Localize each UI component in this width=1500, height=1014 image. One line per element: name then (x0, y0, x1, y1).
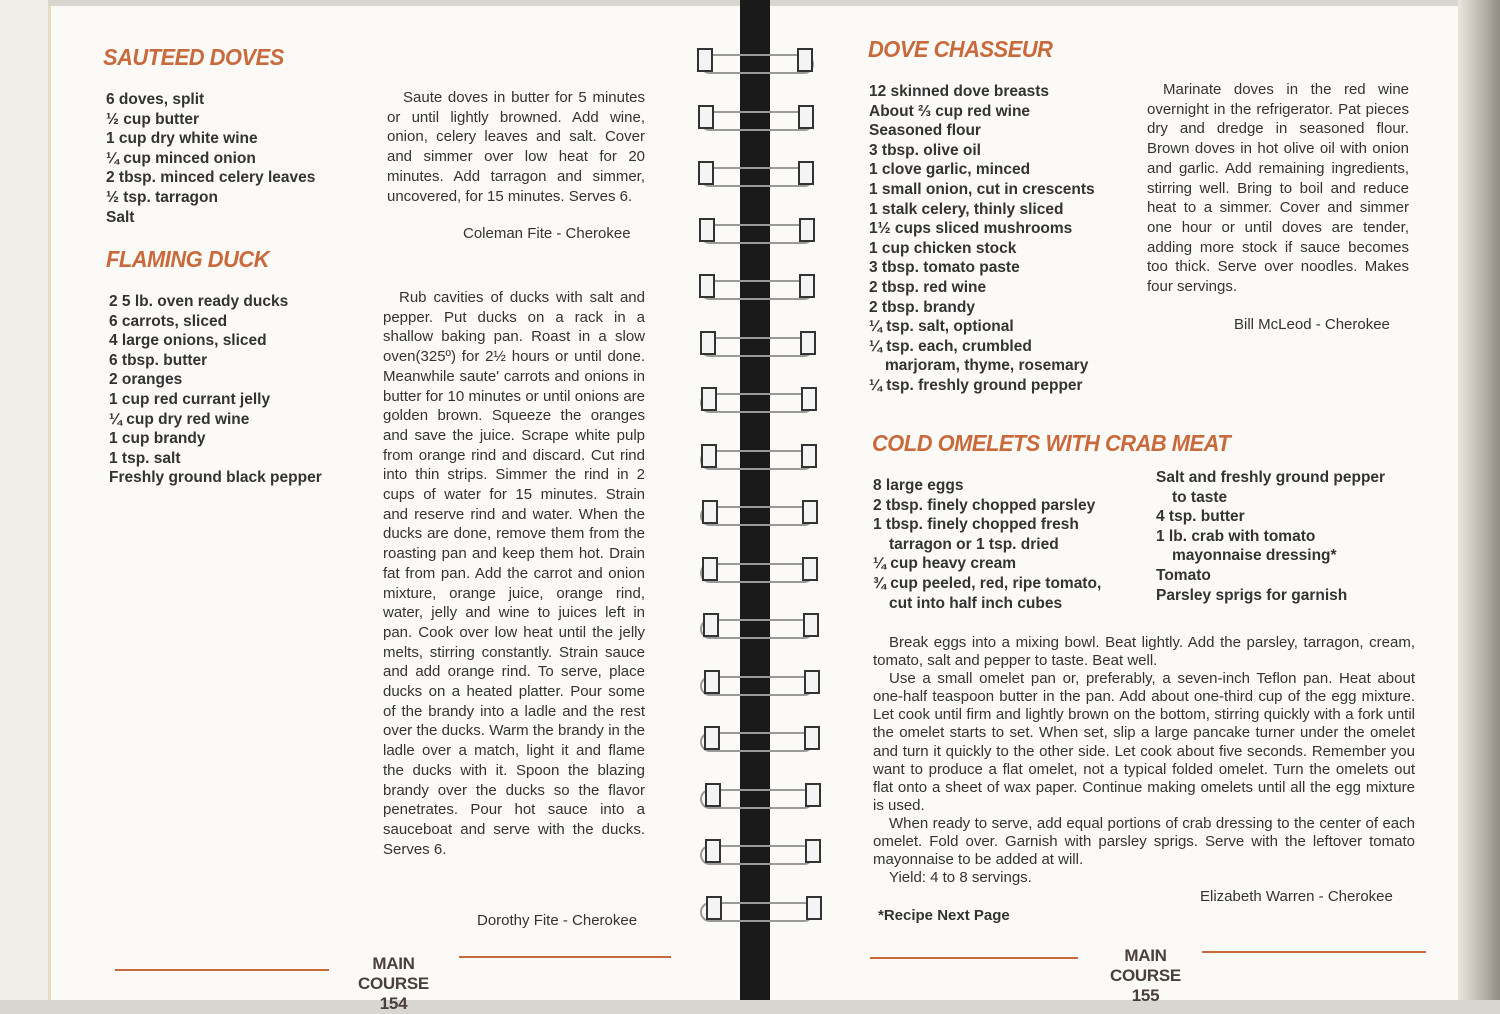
footer-rule-left (870, 957, 1078, 959)
recipe-note: *Recipe Next Page (878, 907, 1010, 924)
coil-hole-left (698, 105, 714, 129)
page-number: 154 (379, 994, 408, 1013)
ingredient: 1 tbsp. finely chopped fresh (873, 516, 1079, 534)
ingredient: Salt and freshly ground pepper (1156, 469, 1386, 486)
page-footer (1088, 946, 1203, 1006)
ingredient: 1 small onion, cut in crescents (869, 180, 1095, 198)
ingredient: About ⅔ cup red wine (869, 102, 1031, 120)
coil-hole-left (698, 161, 714, 185)
coil-hole-left (701, 444, 717, 468)
ingredient: 2 tbsp. brandy (869, 298, 975, 316)
yield-text: Yield: 4 to 8 servings. (889, 869, 1032, 887)
coil-hole-right (801, 444, 817, 468)
coil-hole-right (797, 48, 813, 72)
spiral-coil (700, 167, 814, 187)
ingredient: 1 cup chicken stock (869, 239, 1017, 257)
coil-hole-right (798, 161, 814, 185)
coil-hole-right (799, 274, 815, 298)
recipe-title-sauteed-doves: SAUTEED DOVES (103, 44, 284, 70)
coil-hole-right (802, 557, 818, 581)
ingredient: Tomato (1156, 566, 1211, 584)
ingredient: 4 tsp. butter (1156, 508, 1245, 526)
ingredient: ¼ tsp. freshly ground pepper (869, 376, 1083, 394)
coil-hole-right (801, 387, 817, 411)
ingredient: 1½ cups sliced mushrooms (869, 220, 1073, 238)
coil-hole-left (705, 839, 721, 863)
coil-hole-left (706, 896, 722, 920)
recipe-title-cold-omelets: COLD OMELETS WITH CRAB MEAT (872, 430, 1231, 456)
ingredient-list-cold-omelets-1 (873, 476, 1101, 613)
ingredient: 1 cup dry white wine (106, 130, 258, 148)
coil-hole-right (803, 613, 819, 637)
ingredient: ¼ cup heavy cream (873, 555, 1017, 573)
ingredient-list-dove-chasseur (869, 82, 1095, 396)
coil-hole-left (700, 331, 716, 355)
ingredient: Salt (106, 208, 135, 226)
ingredient: ¼ tsp. each, crumbled (869, 337, 1032, 355)
page-number: 155 (1131, 986, 1160, 1005)
spiral-coil (700, 224, 814, 244)
ingredient: 1 cup red currant jelly (109, 390, 271, 408)
coil-hole-left (697, 48, 713, 72)
left-edge (0, 0, 48, 1000)
right-edge (1458, 0, 1500, 1000)
recipe-credit: Bill McLeod - Cherokee (1234, 316, 1390, 333)
ingredient: ½ cup butter (106, 110, 200, 128)
ingredient: 1 clove garlic, minced (869, 161, 1031, 179)
directions-sauteed-doves (387, 88, 645, 206)
ingredient: ½ tsp. tarragon (106, 188, 218, 206)
ingredient: 2 tbsp. minced celery leaves (106, 169, 316, 187)
ingredient: tarragon or 1 tsp. dried (889, 535, 1059, 553)
coil-hole-right (798, 105, 814, 129)
directions-paragraph: Break eggs into a mixing bowl. Beat lightly. Add the parsley, tarragon, cream, tomato, salt and pepper to taste. Beat well. (873, 634, 1415, 670)
coil-hole-right (800, 331, 816, 355)
recipe-credit: Elizabeth Warren - Cherokee (1200, 888, 1393, 905)
ingredient: mayonnaise dressing* (1172, 547, 1337, 565)
ingredient: 12 skinned dove breasts (869, 83, 1050, 100)
coil-hole-left (701, 387, 717, 411)
ingredient: 2 oranges (109, 371, 183, 389)
ingredient: 1 lb. crab with tomato (1156, 527, 1316, 545)
ingredient-list-sauteed-doves (106, 90, 315, 227)
page-footer (336, 954, 451, 1014)
coil-hole-right (806, 896, 822, 920)
ingredient: 1 tsp. salt (109, 449, 181, 467)
ingredient: Seasoned flour (869, 122, 981, 140)
directions-cold-omelets (873, 634, 1415, 887)
spiral-coil (700, 393, 814, 413)
coil-hole-left (703, 613, 719, 637)
footer-rule-left (115, 969, 329, 971)
coil-hole-left (704, 726, 720, 750)
ingredient: 8 large eggs (873, 477, 964, 494)
ingredient: marjoram, thyme, rosemary (885, 357, 1089, 375)
ingredient: 6 doves, split (106, 91, 205, 108)
spiral-coil (700, 337, 814, 357)
ingredient: to taste (1172, 488, 1228, 506)
directions-text: Rub cavities of ducks with salt and pepper. Put ducks on a rack in a shallow baking pan. Roast in a slow oven(325º) for 2½ hours or until done. Meanwhile saute' carrots and onions in butter for 10 minutes or until onions are golden brown. Squeeze the oranges and save the juice. Scrape white pulp from orange rind and discard. Cut rind into thin strips. Simmer the rind in 2 cups of water for 15 minutes. Strain and reserve rind and water. When the ducks are done, remove them from the roasting pan and keep them hot. Drain fat from pan. Add the carrot and onion mixture, orange juice, orange rind, water, jelly and wine to juices left in pan. Cook over low heat until the jelly melts, stirring constantly. Strain sauce and add orange rind. To serve, place ducks on a heated platter. Pour some of the brandy into a ladle and the rest over the ducks. Warm the brandy in the ladle over a match, light it and flame the ducks with it. Spoon the blazing brandy over the ducks so the flavor penetrates. Pour hot sauce into a sauceboat and serve with the ducks. Serves 6. (383, 289, 645, 858)
footer-rule-right (1202, 951, 1426, 953)
spiral-coil (700, 280, 814, 300)
ingredient: 3 tbsp. olive oil (869, 141, 981, 159)
section-label: MAIN COURSE (358, 954, 429, 993)
recipe-credit: Dorothy Fite - Cherokee (477, 912, 638, 929)
ingredient: 2 tbsp. finely chopped parsley (873, 496, 1096, 514)
ingredient: Parsley sprigs for garnish (1156, 586, 1348, 604)
ingredient-list-flaming-duck (109, 292, 322, 488)
coil-hole-right (799, 218, 815, 242)
coil-hole-left (699, 274, 715, 298)
ingredient: ¼ tsp. salt, optional (869, 318, 1014, 336)
ingredient-list-cold-omelets-2 (1156, 468, 1385, 605)
ingredient: cut into half inch cubes (889, 594, 1063, 612)
ingredient: 6 tbsp. butter (109, 351, 208, 369)
left-page (48, 6, 743, 1013)
coil-hole-left (699, 218, 715, 242)
coil-hole-right (804, 726, 820, 750)
directions-text: Saute doves in butter for 5 minutes or until lightly browned. Add wine, onion, celery leaves and salt. Cover and simmer over low heat for 20 minutes. Add tarragon and simmer, uncovered, for 15 minutes. Serves 6. (387, 89, 645, 205)
section-label: MAIN COURSE (1110, 946, 1181, 985)
ingredient: ¼ cup minced onion (106, 149, 256, 167)
directions-text: Marinate doves in the red wine overnight in the refrigerator. Pat pieces dry and dredge in seasoned flour. Brown doves in hot olive oil with onion and garlic. Add remaining ingredients, stirring well. Bring to boil and reduce heat to a simmer. Cover and simmer one hour or until doves are tender, adding more stock if sauce becomes too thick. Serve over noodles. Makes four servings. (1147, 81, 1409, 296)
coil-hole-left (704, 670, 720, 694)
ingredient: 1 cup brandy (109, 430, 206, 448)
recipe-credit: Coleman Fite - Cherokee (463, 225, 631, 242)
right-page (770, 6, 1458, 1005)
recipe-title-flaming-duck: FLAMING DUCK (106, 246, 270, 272)
ingredient: 2 5 lb. oven ready ducks (109, 293, 289, 310)
coil-hole-right (802, 500, 818, 524)
ingredient: 2 tbsp. red wine (869, 278, 987, 296)
footer-rule-right (459, 956, 671, 958)
coil-hole-left (705, 783, 721, 807)
directions-paragraph: Use a small omelet pan or, preferably, a seven-inch Teflon pan. Heat about one-half teaspoon butter in the pan. Add about one-third cup of the egg mixture. Let cook until firm and lightly brown on the bottom, stirring quickly with a fork until the omelet starts to set. When set, slip a large pancake turner under the omelet and turn it quickly to the other side. Let cook about five seconds. Remember you want to produce a flat omelet, not a typical folded omelet. Turn the omelets out flat onto a sheet of wax paper. Continue making omelets until all the egg mixture is used. (873, 670, 1415, 814)
ingredient: ¾ cup peeled, red, ripe tomato, (873, 574, 1102, 592)
coil-hole-right (805, 839, 821, 863)
coil-hole-left (702, 557, 718, 581)
recipe-title-dove-chasseur: DOVE CHASSEUR (868, 36, 1053, 62)
coil-hole-right (805, 783, 821, 807)
ingredient: ¼ cup dry red wine (109, 410, 250, 428)
directions-flaming-duck (383, 288, 645, 859)
directions-dove-chasseur (1147, 80, 1409, 297)
directions-paragraph: When ready to serve, add equal portions of crab dressing to the center of each omelet. Fold over. Garnish with parsley sprigs. Serve with the leftover tomato mayonnaise to be added at will. (873, 814, 1415, 869)
ingredient: 6 carrots, sliced (109, 312, 228, 330)
ingredient: Freshly ground black pepper (109, 469, 322, 487)
ingredient: 1 stalk celery, thinly sliced (869, 200, 1064, 218)
coil-hole-right (804, 670, 820, 694)
coil-hole-left (702, 500, 718, 524)
ingredient: 4 large onions, sliced (109, 332, 267, 350)
ingredient: 3 tbsp. tomato paste (869, 259, 1020, 277)
